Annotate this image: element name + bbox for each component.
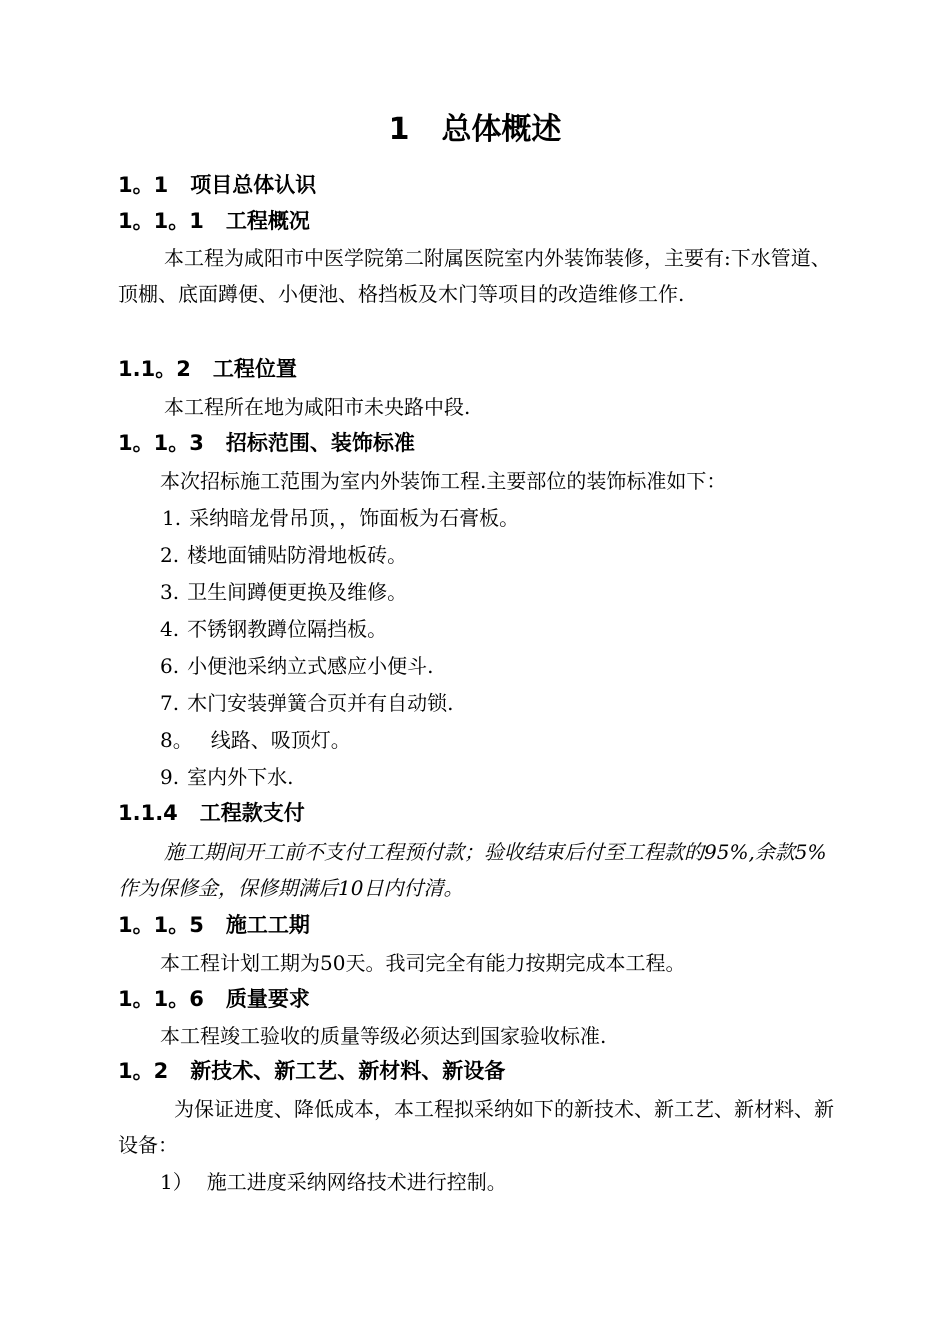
list-item: 6. 小便池采纳立式感应小便斗. — [160, 654, 434, 678]
paragraph-quality: 本工程竣工验收的质量等级必须达到国家验收标准. — [160, 1024, 607, 1048]
heading-1-1-3: 1。1。3 招标范围、装饰标准 — [118, 431, 415, 455]
list-item: 3. 卫生间蹲便更换及维修。 — [160, 580, 408, 604]
list-item: 9. 室内外下水. — [160, 765, 294, 789]
paragraph-payment: 施工期间开工前不支付工程预付款；验收结束后付至工程款的95%,余款5%作为保修金，保修期满后10日内付清。 — [118, 840, 827, 900]
chapter-title-text: 总体概述 — [441, 112, 562, 147]
list-item: 2. 楼地面铺贴防滑地板砖。 — [160, 543, 408, 567]
list-item: 1. 采纳暗龙骨吊顶，，饰面板为石膏板。 — [162, 506, 520, 530]
heading-1-1-4: 1.1.4 工程款支付 — [118, 801, 305, 825]
list-item: 1） 施工进度采纳网络技术进行控制。 — [160, 1170, 507, 1194]
paragraph-scope-intro: 本次招标施工范围为室内外装饰工程.主要部位的装饰标准如下： — [160, 469, 727, 493]
heading-1-1-1: 1。1。1 工程概况 — [118, 209, 310, 233]
heading-1-1: 1。1 项目总体认识 — [118, 173, 317, 197]
chapter-number: 1 — [388, 112, 410, 147]
paragraph-period: 本工程计划工期为50天。我司完全有能力按期完成本工程。 — [160, 951, 686, 975]
list-item: 7. 木门安装弹簧合页并有自动锁. — [160, 691, 454, 715]
heading-1-1-5: 1。1。5 施工工期 — [118, 913, 310, 937]
chapter-title — [0, 108, 950, 152]
list-item: 4. 不锈钢教蹲位隔挡板。 — [160, 617, 388, 641]
heading-1-1-2: 1.1。2 工程位置 — [118, 357, 297, 381]
paragraph-new-tech-intro: 为保证进度、降低成本，本工程拟采纳如下的新技术、新工艺、新材料、新设备： — [118, 1097, 834, 1157]
heading-1-2: 1。2 新技术、新工艺、新材料、新设备 — [118, 1059, 506, 1083]
heading-1-1-6: 1。1。6 质量要求 — [118, 987, 310, 1011]
list-item: 8。 线路、吸顶灯。 — [160, 728, 351, 752]
paragraph-location: 本工程所在地为咸阳市未央路中段. — [164, 395, 471, 419]
paragraph-overview: 本工程为咸阳市中医学院第二附属医院室内外装饰装修，主要有:下水管道、顶棚、底面蹲便、小便池、格挡板及木门等项目的改造维修工作. — [118, 246, 831, 306]
